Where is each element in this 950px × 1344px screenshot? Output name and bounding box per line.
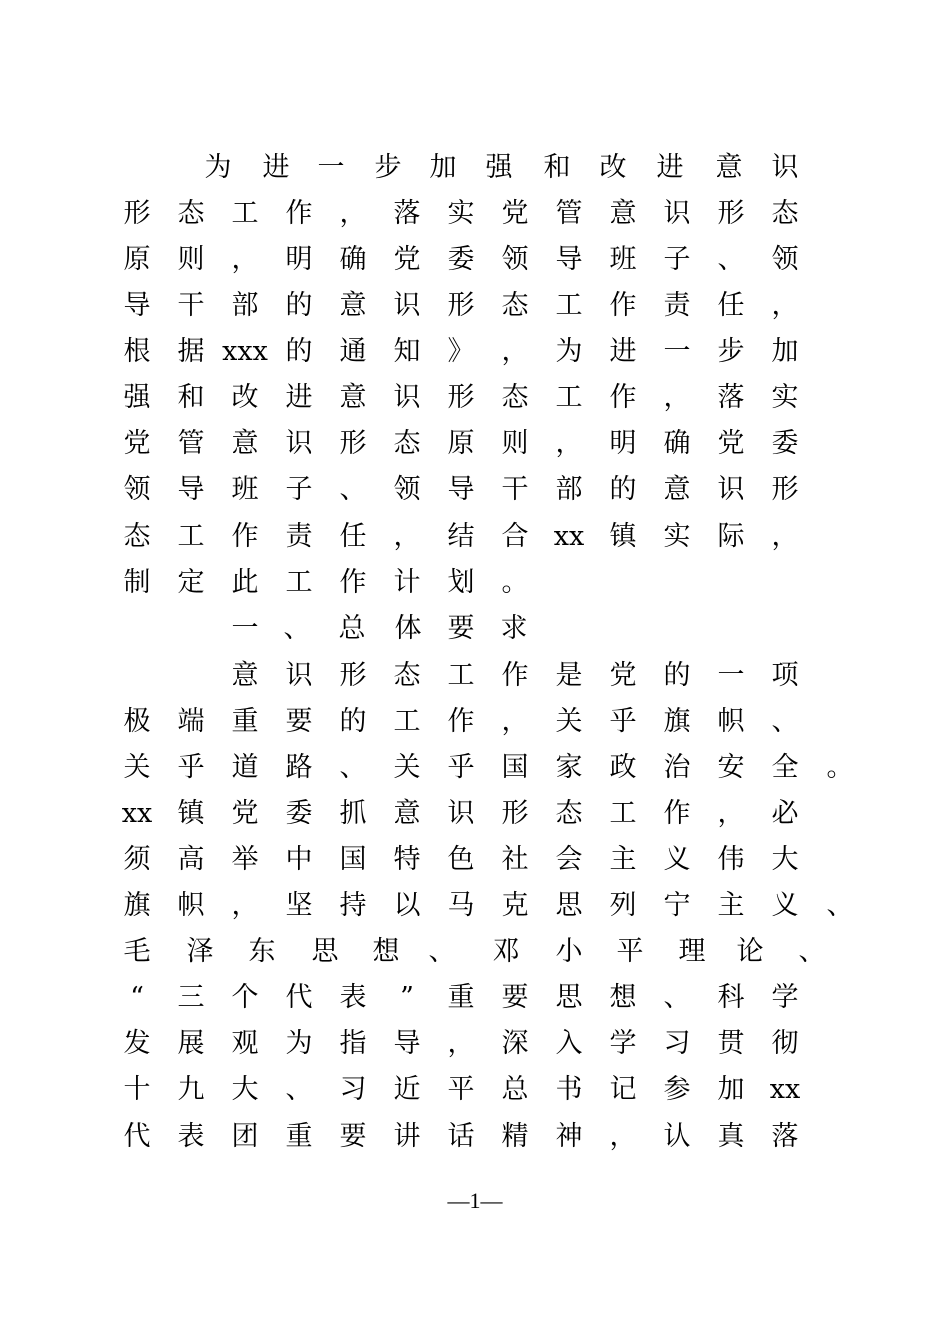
text-char: 形: [447, 290, 475, 321]
text-char: 原: [447, 428, 475, 459]
text-char: 治: [663, 752, 691, 783]
text-char: 团: [231, 1121, 259, 1152]
text-char: 子: [285, 474, 313, 505]
text-char: 导: [123, 290, 151, 321]
text-char: 大: [231, 1074, 259, 1105]
text-char: 想: [372, 936, 400, 967]
text-char: 代: [285, 982, 313, 1013]
text-char: 总: [501, 1074, 529, 1105]
text-char: 展: [177, 1028, 205, 1059]
text-char: 识: [285, 428, 313, 459]
text-char: 意: [609, 198, 637, 229]
text-char: 态: [501, 382, 529, 413]
text-char: 记: [609, 1074, 637, 1105]
text-char: 导: [447, 474, 475, 505]
text-char: 讲: [393, 1121, 421, 1152]
text-char: 、: [285, 1074, 313, 1105]
text-char: 委: [285, 798, 313, 829]
text-char: 党: [501, 198, 529, 229]
text-char: 安: [717, 752, 745, 783]
text-char: 工: [231, 198, 259, 229]
text-char: 个: [231, 982, 259, 1013]
text-char: 是: [555, 660, 583, 691]
text-char: 落: [771, 1121, 799, 1152]
text-char: 作: [447, 706, 475, 737]
text-char: 道: [231, 752, 259, 783]
text-char: 习: [339, 1074, 367, 1105]
text-char: 际: [717, 521, 745, 552]
text-char: 部: [231, 290, 259, 321]
text-char: 任: [339, 521, 367, 552]
text-char: 此: [231, 567, 259, 598]
text-char: 识: [771, 152, 799, 183]
text-line: [0, 467, 950, 513]
text-char: 党: [123, 428, 151, 459]
text-char: 和: [177, 382, 205, 413]
text-char: 、: [663, 982, 691, 1013]
text-char: 落: [717, 382, 745, 413]
text-char: 意: [715, 152, 743, 183]
text-char: 镇: [177, 798, 205, 829]
text-char: 为: [204, 152, 232, 183]
text-char: 路: [285, 752, 313, 783]
text-char: 任: [717, 290, 745, 321]
text-char: 参: [663, 1074, 691, 1105]
text-char: 近: [393, 1074, 421, 1105]
text-char: 重: [231, 706, 259, 737]
text-char: 学: [609, 1028, 637, 1059]
text-char: ，: [393, 521, 421, 552]
text-char: 思: [555, 982, 583, 1013]
text-char: 深: [501, 1028, 529, 1059]
text-char: 作: [501, 660, 529, 691]
text-char: 识: [393, 382, 421, 413]
text-char: 列: [609, 890, 637, 921]
text-char: 项: [771, 660, 799, 691]
text-char: 三: [177, 982, 205, 1013]
text-char: 领: [393, 474, 421, 505]
text-char: 、: [717, 244, 745, 275]
text-line: [0, 837, 950, 883]
text-char: xxx: [222, 336, 268, 367]
text-line: [0, 1114, 950, 1160]
text-line: [0, 699, 950, 745]
text-char: 明: [285, 244, 313, 275]
text-char: 毛: [123, 936, 151, 967]
text-char: 形: [447, 382, 475, 413]
text-char: 责: [663, 290, 691, 321]
text-char: 宁: [663, 890, 691, 921]
text-char: 主: [609, 844, 637, 875]
text-char: 作: [285, 198, 313, 229]
text-char: 、: [771, 706, 799, 737]
text-char: 工: [609, 798, 637, 829]
text-char: 主: [717, 890, 745, 921]
text-char: 识: [447, 798, 475, 829]
text-char: 工: [393, 706, 421, 737]
text-char: 干: [177, 290, 205, 321]
text-char: 帜: [177, 890, 205, 921]
text-line: [0, 883, 950, 929]
text-char: ，: [339, 198, 367, 229]
text-char: 知: [393, 336, 421, 367]
text-char: 党: [717, 428, 745, 459]
text-char: 马: [447, 890, 475, 921]
text-char: 高: [177, 844, 205, 875]
text-line: [0, 975, 950, 1021]
text-char: 识: [393, 290, 421, 321]
text-char: 工: [447, 660, 475, 691]
text-char: 结: [447, 521, 475, 552]
text-char: 、: [283, 613, 311, 644]
text-char: 国: [339, 844, 367, 875]
text-char: 态: [393, 660, 421, 691]
text-char: 的: [285, 336, 313, 367]
text-char: 平: [616, 936, 644, 967]
text-char: 态: [177, 198, 205, 229]
text-char: 求: [500, 613, 528, 644]
text-char: 责: [285, 521, 313, 552]
text-char: 班: [609, 244, 637, 275]
text-char: 部: [555, 474, 583, 505]
text-char: 识: [285, 660, 313, 691]
text-char: 思: [311, 936, 339, 967]
text-char: 导: [177, 474, 205, 505]
text-char: 发: [123, 1028, 151, 1059]
text-line: [0, 929, 950, 975]
text-char: 识: [663, 198, 691, 229]
text-char: 合: [501, 521, 529, 552]
text-char: 为: [285, 1028, 313, 1059]
text-char: 。: [826, 752, 854, 783]
text-char: 步: [374, 152, 402, 183]
text-char: 社: [501, 844, 529, 875]
text-char: 进: [609, 336, 637, 367]
text-char: 态: [501, 290, 529, 321]
text-char: 加: [429, 152, 457, 183]
text-char: 管: [555, 198, 583, 229]
text-char: 子: [663, 244, 691, 275]
text-char: 旗: [663, 706, 691, 737]
text-char: 制: [123, 567, 151, 598]
text-char: 作: [663, 798, 691, 829]
text-char: 和: [543, 152, 571, 183]
text-line: [0, 560, 950, 606]
text-char: 班: [231, 474, 259, 505]
text-char: ，: [609, 1121, 637, 1152]
text-char: ，: [231, 890, 259, 921]
text-char: 家: [555, 752, 583, 783]
text-char: 改: [231, 382, 259, 413]
text-char: 明: [609, 428, 637, 459]
text-char: 理: [678, 936, 706, 967]
text-line: [0, 791, 950, 837]
text-char: 则: [177, 244, 205, 275]
text-char: 习: [663, 1028, 691, 1059]
text-char: xx: [121, 798, 153, 829]
text-char: 据: [177, 336, 205, 367]
text-char: ”: [400, 982, 414, 1013]
text-char: 重: [285, 1121, 313, 1152]
text-char: 工: [555, 290, 583, 321]
text-char: 进: [656, 152, 684, 183]
text-char: 体: [394, 613, 422, 644]
text-char: 一: [317, 152, 345, 183]
text-char: ，: [231, 244, 259, 275]
text-char: 、: [339, 474, 367, 505]
text-char: 加: [771, 336, 799, 367]
text-char: 确: [339, 244, 367, 275]
text-char: ，: [555, 428, 583, 459]
text-char: 意: [339, 382, 367, 413]
text-line: [0, 421, 950, 467]
text-char: ，: [447, 1028, 475, 1059]
text-char: 意: [663, 474, 691, 505]
text-char: 、: [428, 936, 456, 967]
text-char: 学: [771, 982, 799, 1013]
text-char: 要: [339, 1121, 367, 1152]
text-char: 镇: [609, 521, 637, 552]
text-char: 一: [717, 660, 745, 691]
text-char: 》: [447, 336, 475, 367]
text-char: ，: [663, 382, 691, 413]
text-char: 强: [485, 152, 513, 183]
text-char: 、: [826, 890, 854, 921]
text-char: 强: [123, 382, 151, 413]
text-char: 委: [771, 428, 799, 459]
text-line: [0, 283, 950, 329]
text-char: 话: [447, 1121, 475, 1152]
text-char: 表: [339, 982, 367, 1013]
text-char: 通: [339, 336, 367, 367]
text-char: 大: [771, 844, 799, 875]
text-char: 国: [501, 752, 529, 783]
text-char: 原: [123, 244, 151, 275]
text-char: 改: [599, 152, 627, 183]
text-char: 关: [123, 752, 151, 783]
text-char: 贯: [717, 1028, 745, 1059]
text-char: 态: [123, 521, 151, 552]
text-char: 、: [339, 752, 367, 783]
text-char: 色: [447, 844, 475, 875]
text-char: 会: [555, 844, 583, 875]
text-char: 论: [736, 936, 764, 967]
text-char: 管: [177, 428, 205, 459]
text-char: 作: [609, 290, 637, 321]
text-char: 神: [555, 1121, 583, 1152]
text-char: 表: [177, 1121, 205, 1152]
text-char: 旗: [123, 890, 151, 921]
text-char: 抓: [339, 798, 367, 829]
text-char: 要: [447, 613, 475, 644]
text-char: 观: [231, 1028, 259, 1059]
text-char: 的: [663, 660, 691, 691]
text-char: 导: [393, 1028, 421, 1059]
text-char: 实: [771, 382, 799, 413]
text-char: 认: [663, 1121, 691, 1152]
text-char: ，: [501, 706, 529, 737]
text-char: 总: [338, 613, 366, 644]
text-char: 计: [393, 567, 421, 598]
text-char: 义: [663, 844, 691, 875]
text-line: [0, 745, 950, 791]
text-char: 邓: [492, 936, 520, 967]
text-line: [0, 1067, 950, 1113]
text-char: 意: [339, 290, 367, 321]
text-char: 小: [555, 936, 583, 967]
text-char: 关: [555, 706, 583, 737]
text-char: 确: [663, 428, 691, 459]
text-char: 乎: [609, 706, 637, 737]
text-char: 的: [609, 474, 637, 505]
text-char: 意: [231, 660, 259, 691]
text-char: 落: [393, 198, 421, 229]
text-char: 态: [555, 798, 583, 829]
text-line: [0, 237, 950, 283]
text-char: 乎: [447, 752, 475, 783]
text-char: 识: [717, 474, 745, 505]
text-char: 一: [663, 336, 691, 367]
text-char: 东: [248, 936, 276, 967]
text-char: 领: [501, 244, 529, 275]
text-char: 的: [285, 290, 313, 321]
text-char: 委: [447, 244, 475, 275]
text-char: 、: [798, 936, 826, 967]
text-char: 精: [501, 1121, 529, 1152]
text-char: 特: [393, 844, 421, 875]
text-char: 想: [609, 982, 637, 1013]
text-char: 作: [231, 521, 259, 552]
text-char: 作: [339, 567, 367, 598]
text-char: 根: [123, 336, 151, 367]
text-char: 则: [501, 428, 529, 459]
text-char: 。: [501, 567, 529, 598]
text-line: [0, 329, 950, 375]
text-char: 领: [771, 244, 799, 275]
text-char: 彻: [771, 1028, 799, 1059]
text-char: 科: [717, 982, 745, 1013]
text-char: 形: [123, 198, 151, 229]
text-char: 划: [447, 567, 475, 598]
text-line: [0, 606, 950, 652]
text-char: 党: [393, 244, 421, 275]
text-char: 以: [393, 890, 421, 921]
text-char: ，: [501, 336, 529, 367]
text-char: 进: [285, 382, 313, 413]
text-char: 态: [771, 198, 799, 229]
text-char: 须: [123, 844, 151, 875]
text-char: 伟: [717, 844, 745, 875]
text-char: 党: [231, 798, 259, 829]
text-char: 真: [717, 1121, 745, 1152]
text-char: 意: [231, 428, 259, 459]
text-char: 一: [231, 613, 259, 644]
text-char: 要: [501, 982, 529, 1013]
text-char: 思: [555, 890, 583, 921]
text-char: 必: [771, 798, 799, 829]
text-char: 平: [447, 1074, 475, 1105]
text-char: 实: [447, 198, 475, 229]
text-char: 全: [771, 752, 799, 783]
text-char: 形: [717, 198, 745, 229]
text-char: 态: [393, 428, 421, 459]
text-char: 领: [123, 474, 151, 505]
text-char: 形: [771, 474, 799, 505]
text-char: 形: [339, 428, 367, 459]
text-char: 九: [177, 1074, 205, 1105]
text-char: 关: [393, 752, 421, 783]
text-char: 书: [555, 1074, 583, 1105]
text-char: 要: [285, 706, 313, 737]
text-char: 定: [177, 567, 205, 598]
text-char: 入: [555, 1028, 583, 1059]
text-char: xx: [553, 521, 585, 552]
text-char: 重: [447, 982, 475, 1013]
text-line: [0, 514, 950, 560]
text-char: ，: [771, 521, 799, 552]
text-char: 作: [609, 382, 637, 413]
text-char: 形: [501, 798, 529, 829]
text-char: 代: [123, 1121, 151, 1152]
text-char: 工: [285, 567, 313, 598]
page-number: —1—: [447, 1188, 503, 1213]
text-char: 端: [177, 706, 205, 737]
text-char: 的: [339, 706, 367, 737]
text-line: [0, 653, 950, 699]
text-char: 为: [555, 336, 583, 367]
text-char: 坚: [285, 890, 313, 921]
text-char: 党: [609, 660, 637, 691]
text-char: 帜: [717, 706, 745, 737]
text-char: 导: [555, 244, 583, 275]
text-char: 十: [123, 1074, 151, 1105]
text-char: 中: [285, 844, 313, 875]
text-line: [0, 145, 950, 191]
text-char: 泽: [186, 936, 214, 967]
text-char: 进: [262, 152, 290, 183]
text-char: 克: [501, 890, 529, 921]
text-char: 指: [339, 1028, 367, 1059]
text-char: 工: [177, 521, 205, 552]
text-char: 实: [663, 521, 691, 552]
text-char: 干: [501, 474, 529, 505]
text-char: 步: [717, 336, 745, 367]
text-char: ，: [717, 798, 745, 829]
text-char: 持: [339, 890, 367, 921]
text-char: “: [130, 982, 144, 1013]
text-line: [0, 1021, 950, 1067]
text-char: ，: [771, 290, 799, 321]
text-char: 政: [609, 752, 637, 783]
text-line: [0, 191, 950, 237]
text-char: xx: [769, 1074, 801, 1105]
text-line: [0, 375, 950, 421]
text-char: 极: [123, 706, 151, 737]
text-char: 举: [231, 844, 259, 875]
text-char: 工: [555, 382, 583, 413]
text-char: 加: [717, 1074, 745, 1105]
text-char: 乎: [177, 752, 205, 783]
text-char: 义: [771, 890, 799, 921]
text-char: 形: [339, 660, 367, 691]
text-char: 意: [393, 798, 421, 829]
